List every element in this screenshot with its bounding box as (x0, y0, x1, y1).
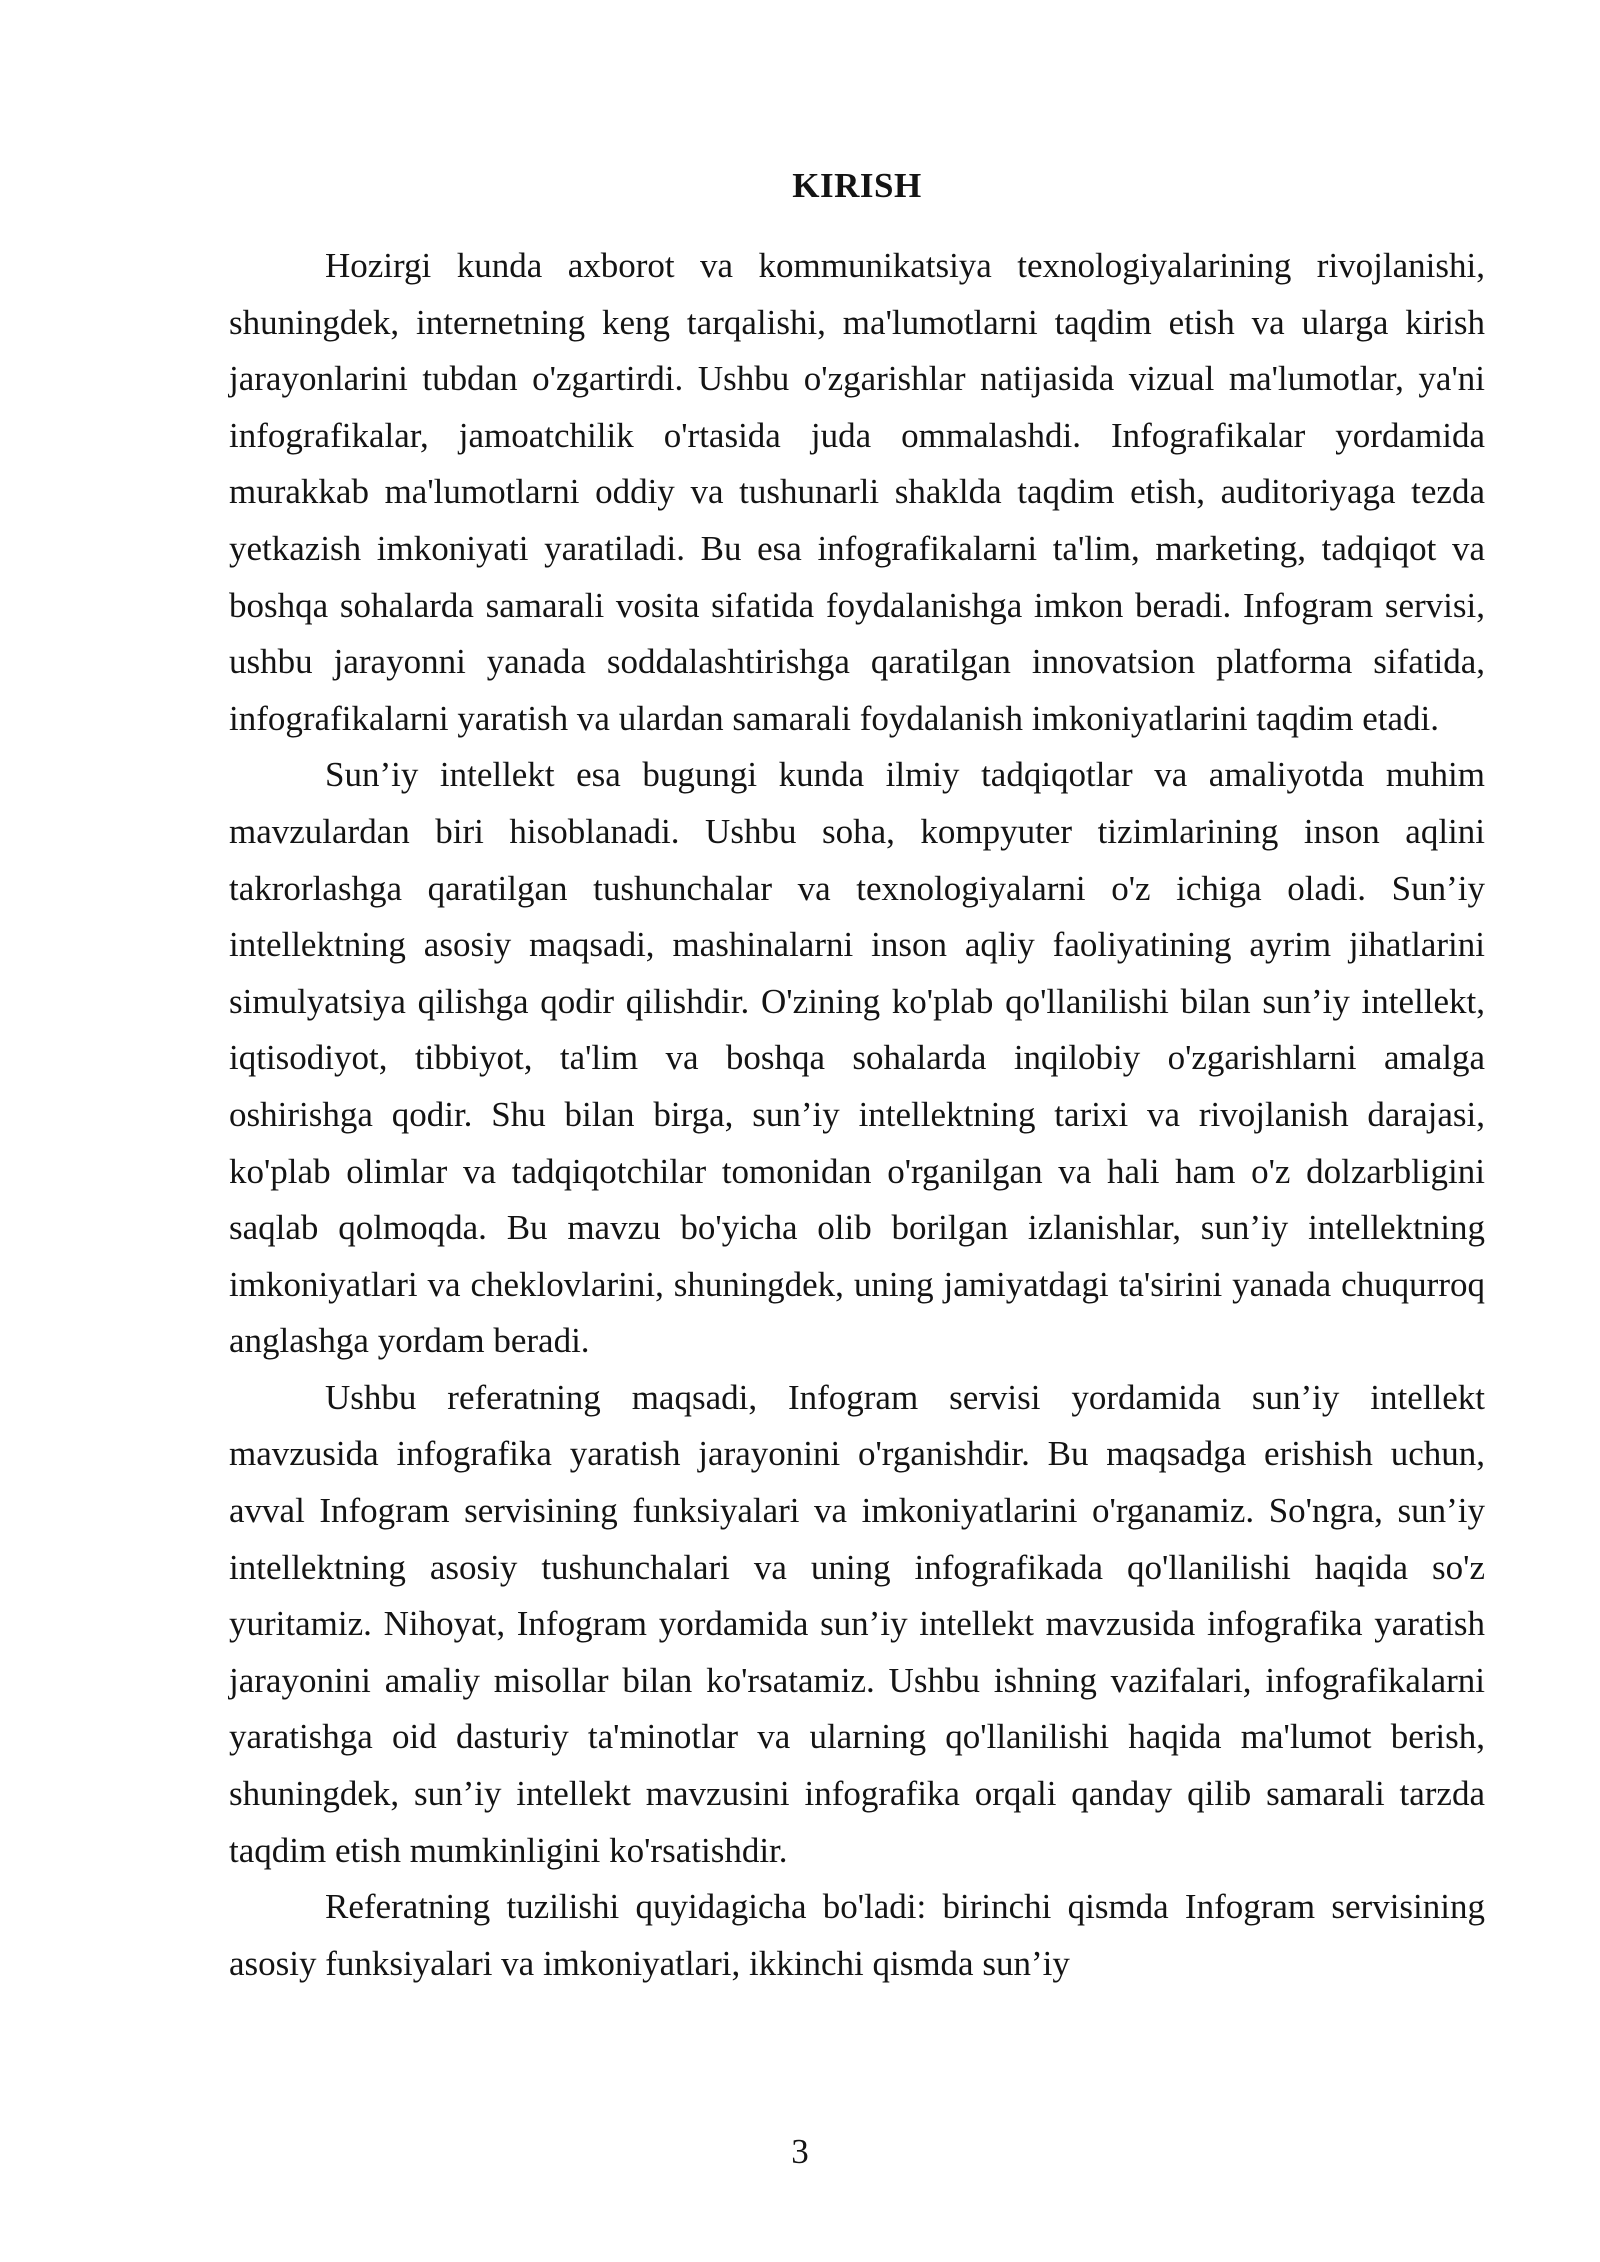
section-title: KIRISH (792, 166, 922, 205)
page-number: 3 (791, 2132, 809, 2171)
page-content (229, 158, 1485, 1992)
paragraph-report-structure: Referatning tuzilishi quyidagicha bo'ladi: birinchi qismda Infogram servisining asosiy funksiyalari va imkoniyatlari, ikkinchi qismda sun’iy (229, 1887, 1485, 1983)
paragraph-intro-infographics: Hozirgi kunda axborot va kommunikatsiya texnologiyalarining rivojlanishi, shuningdek, internetning keng tarqalishi, ma'lumotlarni taqdim etish va ularga kirish jarayonlarini tubdan o'zgartirdi. Ushbu o'zgarishlar natijasida vizual ma'lumotlar, ya'ni infografikalar, jamoatchilik o'rtasida juda ommalashdi. Infografikalar yordamida murakkab ma'lumotlarni oddiy va tushunarli shaklda taqdim etish, auditoriyaga tezda yetkazish imkoniyati yaratiladi. Bu esa infografikalarni ta'lim, marketing, tadqiqot va boshqa sohalarda samarali vosita sifatida foydalanishga imkon beradi. Infogram servisi, ushbu jarayonni yanada soddalashtirishga qaratilgan innovatsion platforma sifatida, infografikalarni yaratish va ulardan samarali foydalanish imkoniyatlarini taqdim etadi. (229, 246, 1485, 738)
paragraph-report-goal: Ushbu referatning maqsadi, Infogram servisi yordamida sun’iy intellekt mavzusida infografika yaratish jarayonini o'rganishdir. Bu maqsadga erishish uchun, avval Infogram servisining funksiyalari va imkoniyatlarini o'rganamiz. So'ngra, sun’iy intellektning asosiy tushunchalari va uning infografikada qo'llanilishi haqida so'z yuritamiz. Nihoyat, Infogram yordamida sun’iy intellekt mavzusida infografika yaratish jarayonini amaliy misollar bilan ko'rsatamiz. Ushbu ishning vazifalari, infografikalarni yaratishga oid dasturiy ta'minotlar va ularning qo'llanilishi haqida ma'lumot berish, shuningdek, sun’iy intellekt mavzusini infografika orqali qanday qilib samarali tarzda taqdim etish mumkinligini ko'rsatishdir. (229, 1377, 1485, 1870)
paragraph-artificial-intelligence: Sun’iy intellekt esa bugungi kunda ilmiy tadqiqotlar va amaliyotda muhim mavzulardan biri hisoblanadi. Ushbu soha, kompyuter tizimlarining inson aqlini takrorlashga qaratilgan tushunchalar va texnologiyalarni o'z ichiga oladi. Sun’iy intellektning asosiy maqsadi, mashinalarni inson aqliy faoliyatining ayrim jihatlarini simulyatsiya qilishga qodir qilishdir. O'zining ko'plab qo'llanilishi bilan sun’iy intellekt, iqtisodiyot, tibbiyot, ta'lim va boshqa sohalarda inqilobiy o'zgarishlarni amalga oshirishga qodir. Shu bilan birga, sun’iy intellektning tarixi va rivojlanish darajasi, ko'plab olimlar va tadqiqotchilar tomonidan o'rganilgan va hali ham o'z dolzarbligini saqlab qolmoqda. Bu mavzu bo'yicha olib borilgan izlanishlar, sun’iy intellektning imkoniyatlari va cheklovlarini, shuningdek, uning jamiyatdagi ta'sirini yanada chuqurroq anglashga yordam beradi. (229, 755, 1485, 1361)
